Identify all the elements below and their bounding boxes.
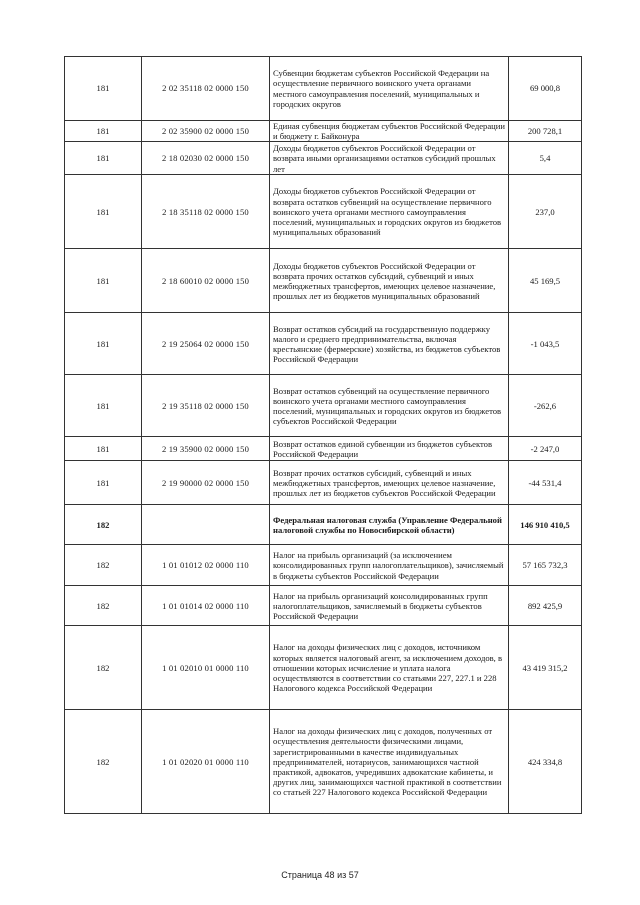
amount-cell: -2 247,0 [509,437,582,461]
table-row [65,505,582,545]
amount-cell: 146 910 410,5 [509,505,582,545]
table-row [65,437,582,461]
table-row [65,313,582,375]
table-row [65,545,582,586]
classification-code-cell: 2 19 35118 02 0000 150 [142,375,270,437]
classification-code-cell: 2 18 35118 02 0000 150 [142,175,270,249]
table-row [65,586,582,626]
revenue-name-cell: Федеральная налоговая служба (Управление Федеральной налоговой службы по Новосибирской области) [270,505,509,545]
admin-code-cell: 181 [65,249,142,313]
revenue-name-cell: Налог на прибыль организаций (за исключением консолидированных групп налогоплательщиков), зачисляемый в бюджеты субъектов Российской Федерации [270,545,509,586]
table-row [65,375,582,437]
amount-cell: 57 165 732,3 [509,545,582,586]
table-row [65,461,582,505]
revenue-name-cell: Доходы бюджетов субъектов Российской Федерации от возврата иными организациями остатков субсидий прошлых лет [270,142,509,175]
table-row [65,57,582,121]
table-row [65,175,582,249]
amount-cell: 45 169,5 [509,249,582,313]
amount-cell: -1 043,5 [509,313,582,375]
revenue-name-cell: Налог на доходы физических лиц с доходов, полученных от осуществления деятельности физическими лицами, зарегистрированными в качестве индивидуальных предпринимателей, нотариусов, занимающихся частной практикой, адвокатов, учредивших адвокатские кабинеты, и других лиц, занимающихся частной практикой в соответствии со статьей 227 Налогового кодекса Российской Федерации [270,710,509,814]
table-row [65,710,582,814]
amount-cell: 892 425,9 [509,586,582,626]
admin-code-cell: 181 [65,57,142,121]
page-number: Страница 48 из 57 [281,870,359,880]
revenue-name-cell: Доходы бюджетов субъектов Российской Федерации от возврата остатков субвенций на осуществление первичного воинского учета органами местного самоуправления поселений, муниципальных и городских округов из бюджетов муниципальных образований [270,175,509,249]
admin-code-cell: 181 [65,375,142,437]
revenue-name-cell: Возврат остатков субвенций на осуществление первичного воинского учета органами местного самоуправления поселений, муниципальных и городских округов из бюджетов субъектов Российской Федерации [270,375,509,437]
classification-code-cell: 2 18 60010 02 0000 150 [142,249,270,313]
amount-cell: 200 728,1 [509,121,582,142]
amount-cell: 5,4 [509,142,582,175]
admin-code-cell: 181 [65,142,142,175]
amount-cell: 43 419 315,2 [509,626,582,710]
amount-cell: -262,6 [509,375,582,437]
admin-code-cell: 182 [65,545,142,586]
admin-code-cell: 181 [65,437,142,461]
table-row [65,142,582,175]
revenue-name-cell: Единая субвенция бюджетам субъектов Российской Федерации и бюджету г. Байконура [270,121,509,142]
admin-code-cell: 182 [65,586,142,626]
admin-code-cell: 181 [65,313,142,375]
revenue-name-cell: Налог на прибыль организаций консолидированных групп налогоплательщиков, зачисляемый в бюджеты субъектов Российской Федерации [270,586,509,626]
table-row [65,249,582,313]
classification-code-cell: 2 19 90000 02 0000 150 [142,461,270,505]
amount-cell: 424 334,8 [509,710,582,814]
amount-cell: 237,0 [509,175,582,249]
classification-code-cell: 2 19 35900 02 0000 150 [142,437,270,461]
table-row [65,121,582,142]
classification-code-cell [142,505,270,545]
revenue-name-cell: Налог на доходы физических лиц с доходов, источником которых является налоговый агент, за исключением доходов, в отношении которых исчисление и уплата налога осуществляются в соответствии со статьями 227, 227.1 и 228 Налогового кодекса Российской Федерации [270,626,509,710]
classification-code-cell: 2 18 02030 02 0000 150 [142,142,270,175]
amount-cell: 69 000,8 [509,57,582,121]
revenue-name-cell: Возврат прочих остатков субсидий, субвенций и иных межбюджетных трансфертов, имеющих целевое назначение, прошлых лет из бюджетов субъектов Российской Федерации [270,461,509,505]
admin-code-cell: 181 [65,121,142,142]
table-row [65,626,582,710]
classification-code-cell: 2 19 25064 02 0000 150 [142,313,270,375]
admin-code-cell: 181 [65,461,142,505]
classification-code-cell: 2 02 35118 02 0000 150 [142,57,270,121]
admin-code-cell: 182 [65,626,142,710]
classification-code-cell: 1 01 01014 02 0000 110 [142,586,270,626]
revenue-name-cell: Возврат остатков субсидий на государственную поддержку малого и среднего предпринимательства, включая крестьянские (фермерские) хозяйства, из бюджетов субъектов Российской Федерации [270,313,509,375]
budget-revenue-table [64,56,582,814]
classification-code-cell: 2 02 35900 02 0000 150 [142,121,270,142]
revenue-name-cell: Возврат остатков единой субвенции из бюджетов субъектов Российской Федерации [270,437,509,461]
revenue-name-cell: Доходы бюджетов субъектов Российской Федерации от возврата прочих остатков субсидий, субвенций и иных межбюджетных трансфертов, имеющих целевое назначение, прошлых лет из бюджетов муниципальных образований [270,249,509,313]
amount-cell: -44 531,4 [509,461,582,505]
classification-code-cell: 1 01 02020 01 0000 110 [142,710,270,814]
admin-code-cell: 181 [65,175,142,249]
admin-code-cell: 182 [65,505,142,545]
classification-code-cell: 1 01 01012 02 0000 110 [142,545,270,586]
classification-code-cell: 1 01 02010 01 0000 110 [142,626,270,710]
admin-code-cell: 182 [65,710,142,814]
revenue-name-cell: Субвенции бюджетам субъектов Российской Федерации на осуществление первичного воинского учета органами местного самоуправления поселений, муниципальных и городских округов [270,57,509,121]
